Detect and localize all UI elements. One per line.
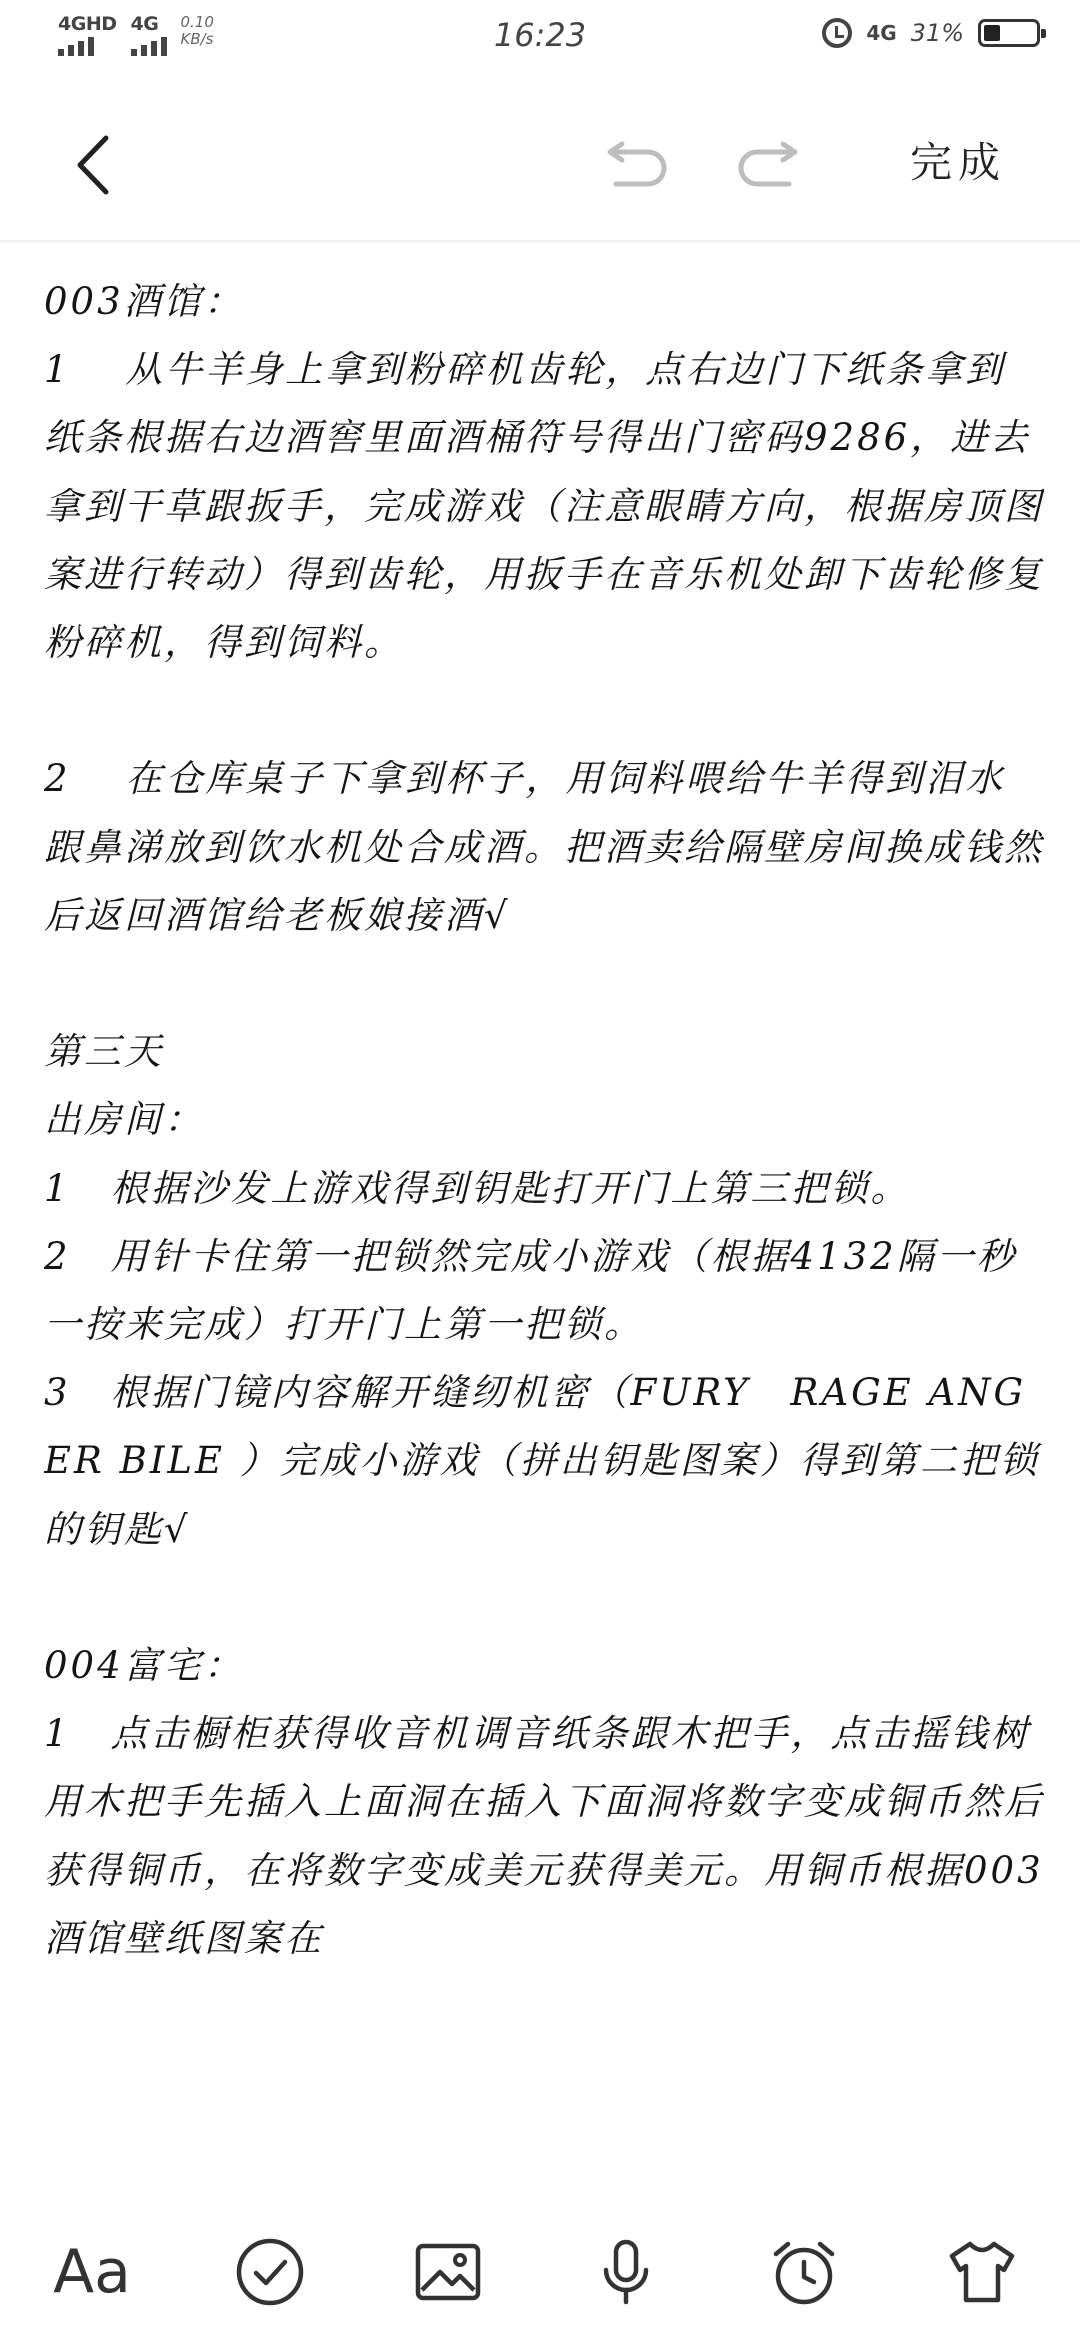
- bottom-toolbar: [0, 2200, 1080, 2340]
- note-line: 1 从牛羊身上拿到粉碎机齿轮，点右边门下纸条拿到纸条根据右边酒窖里面酒桶符号得出门密码9286，进去拿到干草跟扳手，完成游戏（注意眼睛方向，根据房顶图案进行转动）得到齿轮，用扳手在音乐机处卸下齿轮修复粉碎机，得到饲料。: [44, 348, 1044, 665]
- note-line: 004富宅：: [44, 1644, 244, 1688]
- checklist-icon: [234, 2236, 306, 2308]
- speed-value: 0.10: [180, 13, 214, 31]
- undo-button[interactable]: [600, 140, 670, 200]
- redo-icon: [735, 140, 805, 200]
- status-right: [822, 18, 1040, 48]
- speed-unit: KB/s: [180, 30, 214, 48]
- theme-button[interactable]: [942, 2232, 1022, 2312]
- note-line: 第三天: [44, 1030, 164, 1074]
- tshirt-icon: [946, 2236, 1018, 2308]
- note-blank-line: [44, 950, 1044, 1018]
- undo-icon: [600, 140, 670, 200]
- alarm-status-icon: [822, 18, 852, 48]
- image-icon: [412, 2236, 484, 2308]
- note-line: 1 点击橱柜获得收音机调音纸条跟木把手，点击摇钱树用木把手先插入上面洞在插入下面洞将数字变成铜币然后获得铜币，在将数字变成美元获得美元。用铜币根据003酒馆壁纸图案在: [44, 1712, 1044, 1960]
- sim2-label: 4G: [130, 13, 159, 35]
- alarm-icon: [768, 2236, 840, 2308]
- battery-percent: 31%: [910, 19, 964, 47]
- sim1-label: 4GHD: [58, 13, 117, 35]
- note-line: 1 根据沙发上游戏得到钥匙打开门上第三把锁。: [44, 1166, 911, 1210]
- battery-fill: [984, 25, 1000, 41]
- format-text-button[interactable]: [52, 2232, 132, 2312]
- note-editor[interactable]: [44, 268, 1044, 2198]
- status-time: 16:23: [493, 16, 587, 54]
- format-text-icon: Aa: [53, 2237, 131, 2307]
- toolbar-divider: [0, 240, 1080, 242]
- insert-image-button[interactable]: [408, 2232, 488, 2312]
- network-type: 4G: [866, 21, 897, 45]
- note-line: 出房间：: [44, 1098, 204, 1142]
- microphone-icon: [590, 2236, 662, 2308]
- back-button[interactable]: [62, 130, 132, 200]
- checklist-button[interactable]: [230, 2232, 310, 2312]
- note-line: 2 在仓库桌子下拿到杯子，用饲料喂给牛羊得到泪水跟鼻涕放到饮水机处合成酒。把酒卖给隔壁房间换成钱然后返回酒馆给老板娘接酒√: [44, 757, 1044, 937]
- note-line: 3 根据门镜内容解开缝纫机密（FURY RAGE ANGER BILE ）完成小游戏（拼出钥匙图案）得到第二把锁的钥匙√: [44, 1371, 1040, 1551]
- note-blank-line: [44, 1564, 1044, 1632]
- redo-button[interactable]: [735, 140, 805, 200]
- back-arrow-icon: [62, 130, 132, 200]
- editor-toolbar: [0, 90, 1080, 240]
- note-blank-line: [44, 677, 1044, 745]
- voice-input-button[interactable]: [586, 2232, 666, 2312]
- note-line: 2 用针卡住第一把锁然完成小游戏（根据4132隔一秒一按来完成）打开门上第一把锁。: [44, 1234, 1017, 1347]
- battery-icon: [978, 19, 1040, 47]
- done-button[interactable]: 完成: [910, 138, 1007, 187]
- note-line: 003酒馆：: [44, 280, 244, 323]
- reminder-button[interactable]: [764, 2232, 844, 2312]
- status-bar: [0, 0, 1080, 80]
